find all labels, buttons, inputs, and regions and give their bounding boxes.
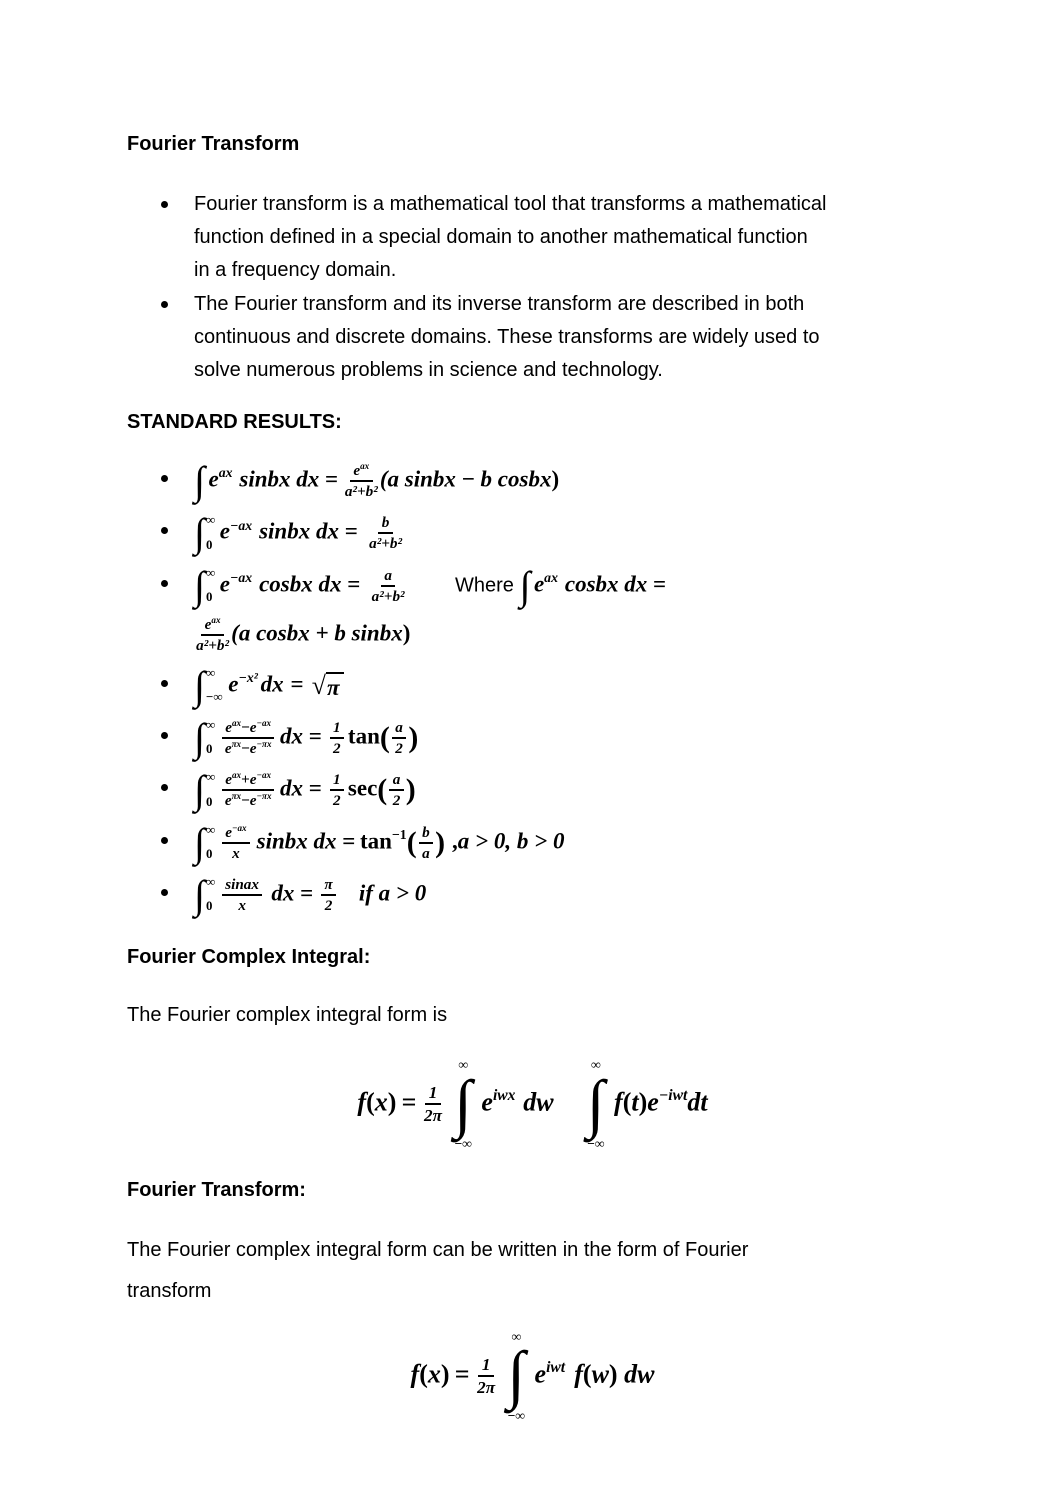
bullet-icon (161, 889, 168, 896)
bullet-icon (161, 837, 168, 844)
bullet-icon (161, 784, 168, 791)
fourier-complex-integral-formula: f(x) = $\frac{1}{2\pi}$ ∞ ∫ −∞ eiwx dw ∞ ∫ −∞ f(t)e−iwtdt (357, 1057, 708, 1152)
result-item-5 (127, 713, 938, 763)
formula-row: ∫ ∞ −∞ e−x² dx = √ π (194, 661, 344, 711)
result-item-8 (127, 870, 938, 920)
formula-row: ∫ ∞ 0 e−ax sinbx dx = $\frac{b}{\text{a²+b²}}$ (194, 510, 403, 556)
formula-row: ∫ ∞ 0 $\frac{\text{eax−e−ax}}{\text{eπx−e−πx}}$ dx = $\frac{1}{2}$ tan( $\frac{a}{2}$ ) (194, 715, 419, 760)
formula-row: ∫ eax sinbx dx = $\frac{\text{eax}}{\text{a²+b²}}$ (a sinbx − b cosbx) (194, 458, 560, 503)
text-line: continuous and discrete domains. These transforms are widely used to (194, 326, 820, 348)
formula (194, 818, 565, 868)
formula (194, 713, 418, 763)
text-line: function defined in a special domain to another mathematical function (194, 226, 808, 248)
formula-row: $\frac{\text{eax}}{\text{a²+b²}}$ (a cosbx + b sinbx) (196, 614, 411, 654)
text-line: The Fourier transform and its inverse transform are described in both (194, 293, 805, 315)
formula-row: ∫ ∞ 0 $\frac{e-ax}{x}$ sinbx dx = tan−1( $\frac{b}{a}$ ) ,a > 0, b > 0 (194, 819, 565, 865)
intro-item-2-text (194, 288, 820, 387)
bullet-icon (161, 301, 168, 308)
heading-standard-results: STANDARD RESULTS: (127, 411, 342, 433)
formula (194, 508, 404, 558)
formula-row: ∫ ∞ 0 $\frac{\text{sinax}}{x}$ dx = $\frac{\pi}{2}$ if a > 0 (194, 871, 427, 917)
formula (194, 870, 426, 920)
result-item-6 (127, 765, 938, 815)
result-item-2 (127, 508, 938, 558)
formula (194, 661, 344, 711)
intro-item-2 (127, 288, 938, 387)
result-item-3 (127, 561, 938, 659)
bullet-icon (161, 580, 168, 587)
result-item-7 (127, 818, 938, 868)
intro-item-1-text (194, 188, 826, 287)
heading-fourier-complex-integral: Fourier Complex Integral: (127, 946, 371, 968)
bullet-icon (161, 732, 168, 739)
bullet-icon (161, 680, 168, 687)
standard-results-list (127, 456, 938, 920)
result-item-4 (127, 661, 938, 711)
fourier-complex-intro-text: The Fourier complex integral form is (127, 1004, 448, 1026)
formula-row: ∫ ∞ 0 e−ax cosbx dx = $\frac{a}{\text{a²+b²}}$ Where ∫ eax cosbx dx = (194, 562, 667, 608)
text-line: in a frequency domain. (194, 259, 397, 281)
text-line: solve numerous problems in science and technology. (194, 359, 663, 381)
fourier-transform-formula: f(x) = $\frac{1}{2\pi}$ ∞ ∫ −∞ eiwt f(w) dw (410, 1328, 655, 1424)
formula (194, 456, 559, 506)
text-line: Fourier transform is a mathematical tool that transforms a mathematical (194, 193, 827, 215)
formula-row: ∫ ∞ 0 $\frac{\text{eax+e−ax}}{\text{eπx−e−πx}}$ dx = $\frac{1}{2}$ sec( $\frac{a}{2}$ ) (194, 767, 416, 813)
fourier-transform-intro-text (127, 1230, 938, 1312)
heading-fourier-transform: Fourier Transform (127, 133, 300, 155)
bullet-icon (161, 527, 168, 534)
text-line: The Fourier complex integral form can be written in the form of Fourier (127, 1238, 749, 1261)
result-item-1 (127, 456, 938, 506)
formula (194, 765, 416, 815)
intro-item-1 (127, 188, 938, 287)
heading-fourier-transform-section: Fourier Transform: (127, 1178, 306, 1201)
bullet-icon (161, 201, 168, 208)
intro-list (127, 188, 938, 387)
text-line: transform (127, 1279, 212, 1302)
bullet-icon (161, 475, 168, 482)
formula (194, 561, 666, 659)
